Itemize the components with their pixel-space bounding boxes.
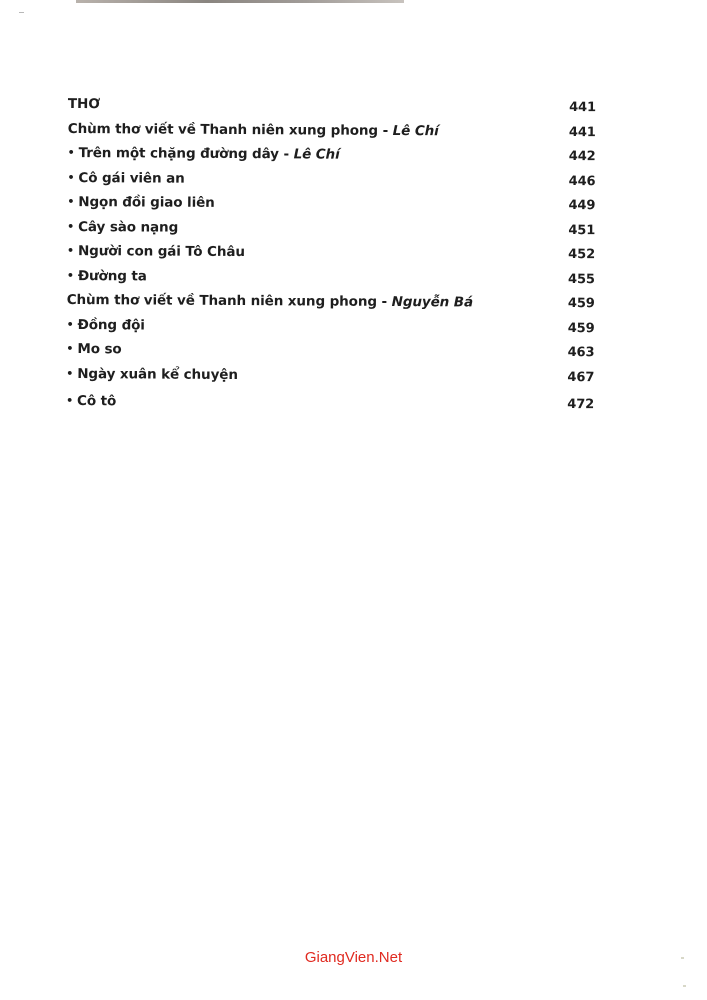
toc-entry-page-number: 441 [568,124,596,140]
scan-mark [19,12,24,13]
bullet-icon: • [67,243,75,258]
toc-entry-author: Lê Chí [293,146,340,163]
bullet-icon: • [66,341,74,356]
toc-section-heading [68,96,596,124]
table-of-contents [66,96,596,421]
bullet-icon: • [67,170,75,184]
toc-entry-title [67,292,473,310]
toc-entry [66,365,594,393]
toc-entry [66,341,594,369]
bullet-icon: • [67,145,75,160]
bullet-icon: • [67,194,75,209]
toc-entry [67,194,595,222]
toc-entry-text: Đường ta [77,267,147,284]
toc-entry-text: Cô gái viên an [78,169,185,187]
section-page-number: 441 [569,100,596,116]
toc-entry-author: Nguyễn Bá [391,293,474,311]
watermark-footer: GiangVien.Net [304,949,403,966]
toc-entry-page-number: 455 [568,271,595,287]
toc-entry-page-number: 463 [567,345,595,361]
toc-entry-page-number: 459 [567,320,595,336]
toc-entry-text: Ngày xuân kể chuyện [77,365,238,383]
toc-entry [67,169,595,197]
toc-entry-title [67,316,145,332]
toc-entry-text: Cây sào nạng [78,218,179,236]
toc-group-heading [68,120,596,148]
toc-entry-title [66,341,121,357]
toc-entry-title [67,218,178,235]
toc-entry-title [66,365,238,382]
toc-entry-page-number: 452 [568,247,596,263]
bullet-icon: • [66,393,74,408]
toc-entry-text: Cô tô [77,393,117,410]
toc-entries [66,120,596,420]
toc-entry-text: Trên một chặng đường dây - [78,145,294,163]
toc-entry [67,316,595,344]
toc-group-heading [67,292,595,320]
toc-entry-page-number: 449 [568,198,596,214]
bullet-icon: • [67,219,75,233]
toc-entry-text: Chùm thơ viết về Thanh niên xung phong - [67,120,393,139]
toc-entry-text: Ngọn đồi giao liên [78,194,215,211]
toc-entry [68,145,596,173]
toc-entry-text: Mo so [77,341,122,358]
toc-entry-text: Đồng đội [77,316,145,333]
toc-entry-title [68,120,439,138]
scan-speck [683,985,686,987]
section-title: THƠ [67,96,100,113]
toc-entry-page-number: 446 [568,173,596,189]
bullet-icon: • [66,366,74,380]
bullet-icon: • [66,317,74,331]
toc-entry [66,393,594,421]
toc-entry [67,267,595,295]
toc-entry-page-number: 472 [567,397,595,413]
toc-entry-text: Chùm thơ viết về Thanh niên xung phong - [66,291,392,310]
toc-entry-title [67,243,245,260]
toc-entry [67,243,595,271]
toc-entry-page-number: 467 [567,369,595,385]
toc-entry-page-number: 451 [568,222,596,238]
toc-entry-page-number: 442 [568,149,596,165]
toc-entry-author: Lê Chí [392,122,439,139]
toc-entry-title [66,393,116,409]
toc-entry-page-number: 459 [567,296,595,312]
toc-entry-title [67,194,214,211]
toc-entry-title [68,145,340,163]
toc-entry-text: Người con gái Tô Châu [77,243,245,261]
toc-entry-title [67,169,184,186]
toc-entry [67,218,595,246]
scan-speck [681,957,684,959]
toc-entry-title [67,267,147,283]
top-edge-image-strip [76,0,404,3]
bullet-icon: • [66,268,74,282]
